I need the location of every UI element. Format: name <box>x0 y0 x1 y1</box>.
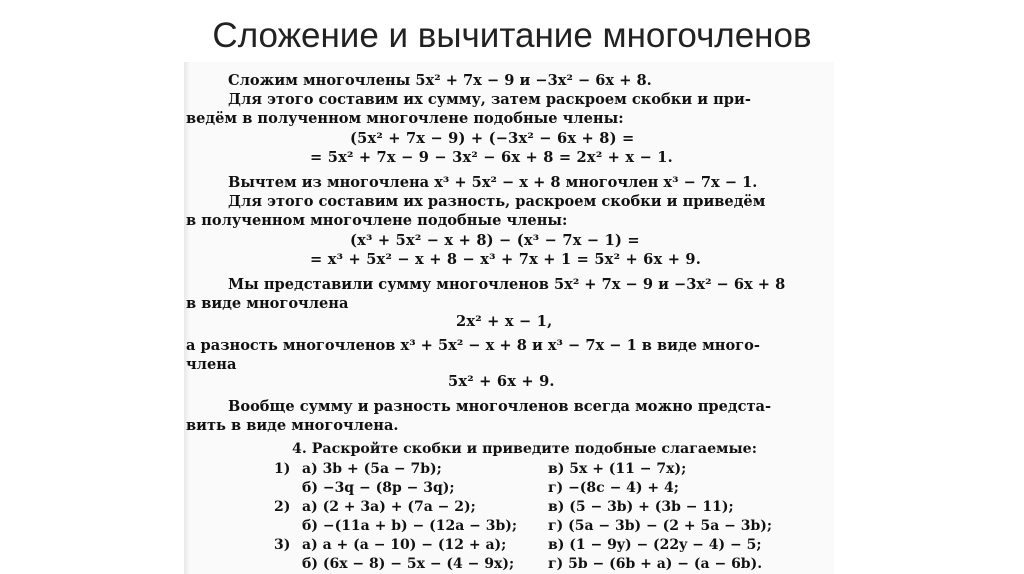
equation-line: = 5x² + 7x − 9 − 3x² − 6x + 8 = 2x² + x − 1. <box>310 149 673 166</box>
scan-shadow <box>184 62 190 574</box>
exercise-item: б) (6x − 8) − 5x − (4 − 9x); <box>302 556 515 572</box>
slide-title: Сложение и вычитание многочленов <box>212 16 812 55</box>
exercise-item: б) −(11a + b) − (12a − 3b); <box>302 518 518 534</box>
exercise-item: в) 5x + (11 − 7x); <box>548 461 687 477</box>
paragraph-line: ведём в полученном многочлене подобные члены: <box>186 110 624 127</box>
exercise-item: а) a + (a − 10) − (12 + a); <box>302 537 507 553</box>
result-line: 5x² + 6x + 9. <box>448 373 555 390</box>
exercise-item: г) (5a − 3b) − (2 + 5a − 3b); <box>548 518 773 534</box>
paragraph-line: вить в виде многочлена. <box>186 417 399 434</box>
paragraph-line: Вообще сумму и разность многочленов всегда можно предста- <box>228 398 772 415</box>
exercise-item: в) (5 − 3b) + (3b − 11); <box>548 499 734 515</box>
exercise-item: б) −3q − (8p − 3q); <box>302 480 455 496</box>
exercise-item: а) (2 + 3a) + (7a − 2); <box>302 499 476 515</box>
textbook-scan <box>184 62 834 574</box>
exercise-number: 2) <box>274 499 291 515</box>
exercise-item: г) 5b − (6b + a) − (a − 6b). <box>548 556 763 572</box>
result-line: 2x² + x − 1, <box>456 313 553 330</box>
equation-line: = x³ + 5x² − x + 8 − x³ + 7x + 1 = 5x² + 6x + 9. <box>310 251 702 268</box>
exercise-item: в) (1 − 9y) − (22y − 4) − 5; <box>548 537 762 553</box>
exercise-number: 3) <box>274 537 291 553</box>
paragraph-line: Вычтем из многочлена x³ + 5x² − x + 8 многочлен x³ − 7x − 1. <box>228 174 758 191</box>
exercise-item: г) −(8c − 4) + 4; <box>548 480 679 496</box>
equation-line: (x³ + 5x² − x + 8) − (x³ − 7x − 1) = <box>350 232 640 249</box>
exercise-header: 4. Раскройте скобки и приведите подобные слагаемые: <box>292 441 757 457</box>
paragraph-line: Мы представили сумму многочленов 5x² + 7x − 9 и −3x² − 6x + 8 <box>228 276 786 293</box>
paragraph-line: а разность многочленов x³ + 5x² − x + 8 и x³ − 7x − 1 в виде много- <box>186 337 760 354</box>
paragraph-line: Сложим многочлены 5x² + 7x − 9 и −3x² − 6x + 8. <box>228 72 652 89</box>
paragraph-line: Для этого составим их разность, раскроем скобки и приведём <box>228 193 766 210</box>
exercise-item: а) 3b + (5a − 7b); <box>302 461 442 477</box>
paragraph-line: Для этого составим их сумму, затем раскроем скобки и при- <box>228 91 751 108</box>
paragraph-line: члена <box>186 356 237 373</box>
equation-line: (5x² + 7x − 9) + (−3x² − 6x + 8) = <box>350 130 635 147</box>
paragraph-line: в виде многочлена <box>186 295 349 312</box>
paragraph-line: в полученном многочлене подобные члены: <box>186 212 568 229</box>
exercise-number: 1) <box>274 461 291 477</box>
